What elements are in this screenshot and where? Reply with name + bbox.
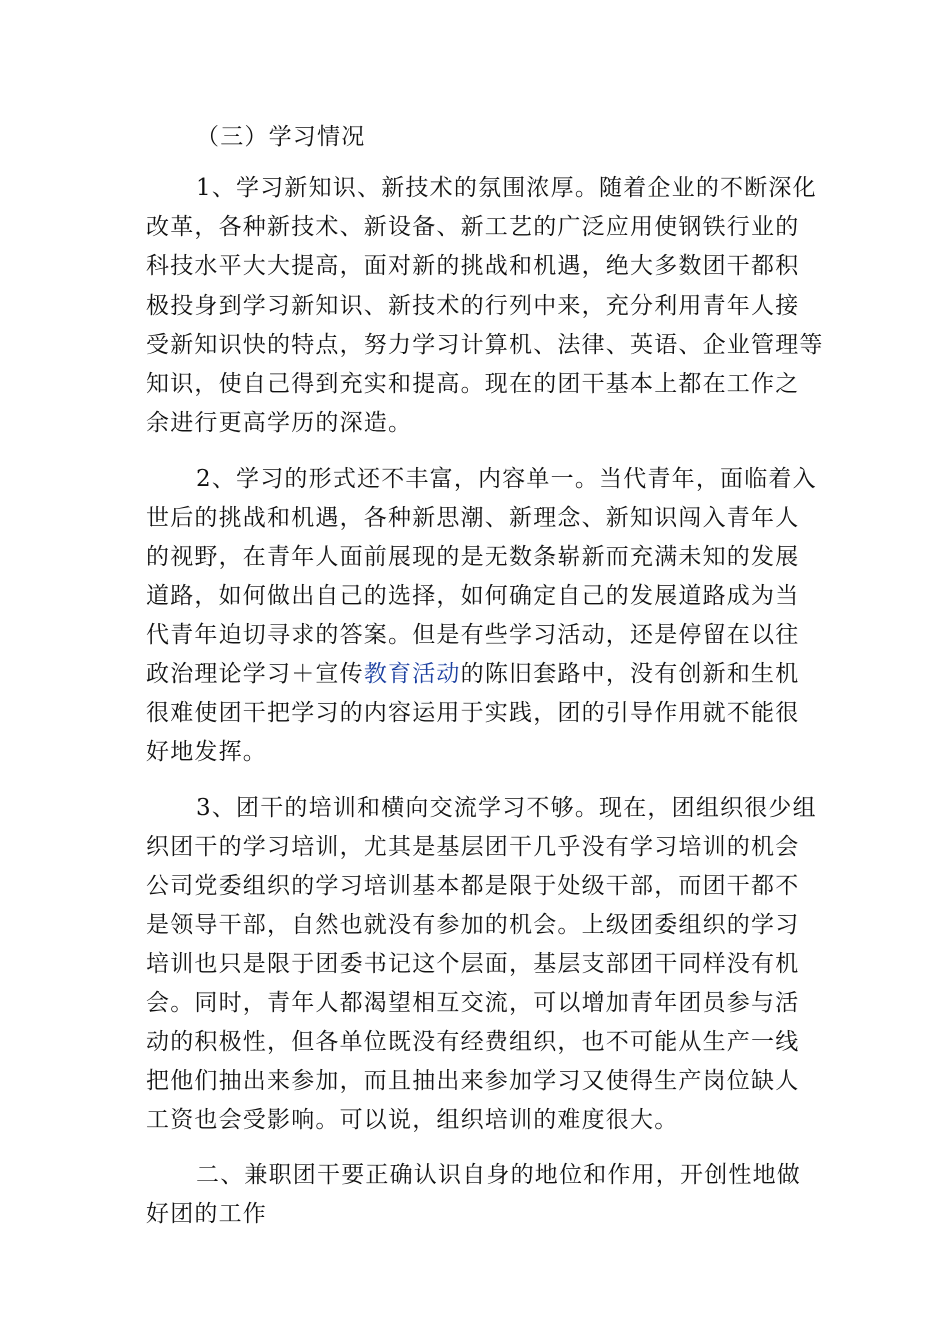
paragraph-2-line: 的视野，在青年人面前展现的是无数条崭新而充满未知的发展 [146,544,800,570]
paragraph-1-line: 余进行更高学历的深造。 [146,410,413,436]
paragraph-2-line: 好地发挥。 [146,739,267,765]
section-two-heading-line: 二、兼职团干要正确认识自身的地位和作用，开创性地做 [196,1162,801,1188]
section-two-heading-line: 好团的工作 [146,1201,267,1227]
paragraph-3-line: 是领导干部，自然也就没有参加的机会。上级团委组织的学习 [146,912,800,938]
paragraph-3-line: 公司党委组织的学习培训基本都是限于处级干部，而团干都不 [146,873,800,899]
paragraph-2-line: 代青年迫切寻求的答案。但是有些学习活动，还是停留在以往 [146,622,800,648]
paragraph-2-line: 很难使团干把学习的内容运用于实践，团的引导作用就不能很 [146,700,800,726]
section-heading: （三）学习情况 [196,124,366,150]
line-text-prefix: 政治理论学习＋宣传 [146,661,364,687]
education-activity-link[interactable]: 教育活动 [363,661,461,687]
paragraph-3-line: 把他们抽出来参加，而且抽出来参加学习又使得生产岗位缺人 [146,1068,800,1094]
paragraph-3-line: 织团干的学习培训，尤其是基层团干几乎没有学习培训的机会 [146,834,800,860]
paragraph-1-line: 改革，各种新技术、新设备、新工艺的广泛应用使钢铁行业的 [146,214,800,240]
paragraph-2-line-with-link [146,659,806,689]
paragraph-3-line: 会。同时，青年人都渴望相互交流，可以增加青年团员参与活 [146,990,800,1016]
paragraph-3-line: 3、团干的培训和横向交流学习不够。现在，团组织很少组 [196,795,817,821]
paragraph-1-line: 1、学习新知识、新技术的氛围浓厚。随着企业的不断深化 [196,175,817,201]
paragraph-2-line: 道路，如何做出自己的选择，如何确定自己的发展道路成为当 [146,583,800,609]
line-text-suffix: 的陈旧套路中，没有创新和生机 [460,661,800,687]
paragraph-3-line: 培训也只是限于团委书记这个层面，基层支部团干同样没有机 [146,951,800,977]
paragraph-1-line: 受新知识快的特点，努力学习计算机、法律、英语、企业管理等 [146,332,824,358]
paragraph-3-line: 工资也会受影响。可以说，组织培训的难度很大。 [146,1107,679,1133]
paragraph-2-line: 2、学习的形式还不丰富，内容单一。当代青年，面临着入 [196,466,817,492]
paragraph-2-line: 世后的挑战和机遇，各种新思潮、新理念、新知识闯入青年人 [146,505,800,531]
paragraph-3-line: 动的积极性，但各单位既没有经费组织，也不可能从生产一线 [146,1029,800,1055]
paragraph-1-line: 知识，使自己得到充实和提高。现在的团干基本上都在工作之 [146,371,800,397]
paragraph-1-line: 极投身到学习新知识、新技术的行列中来，充分利用青年人接 [146,293,800,319]
paragraph-1-line: 科技水平大大提高，面对新的挑战和机遇，绝大多数团干都积 [146,253,800,279]
